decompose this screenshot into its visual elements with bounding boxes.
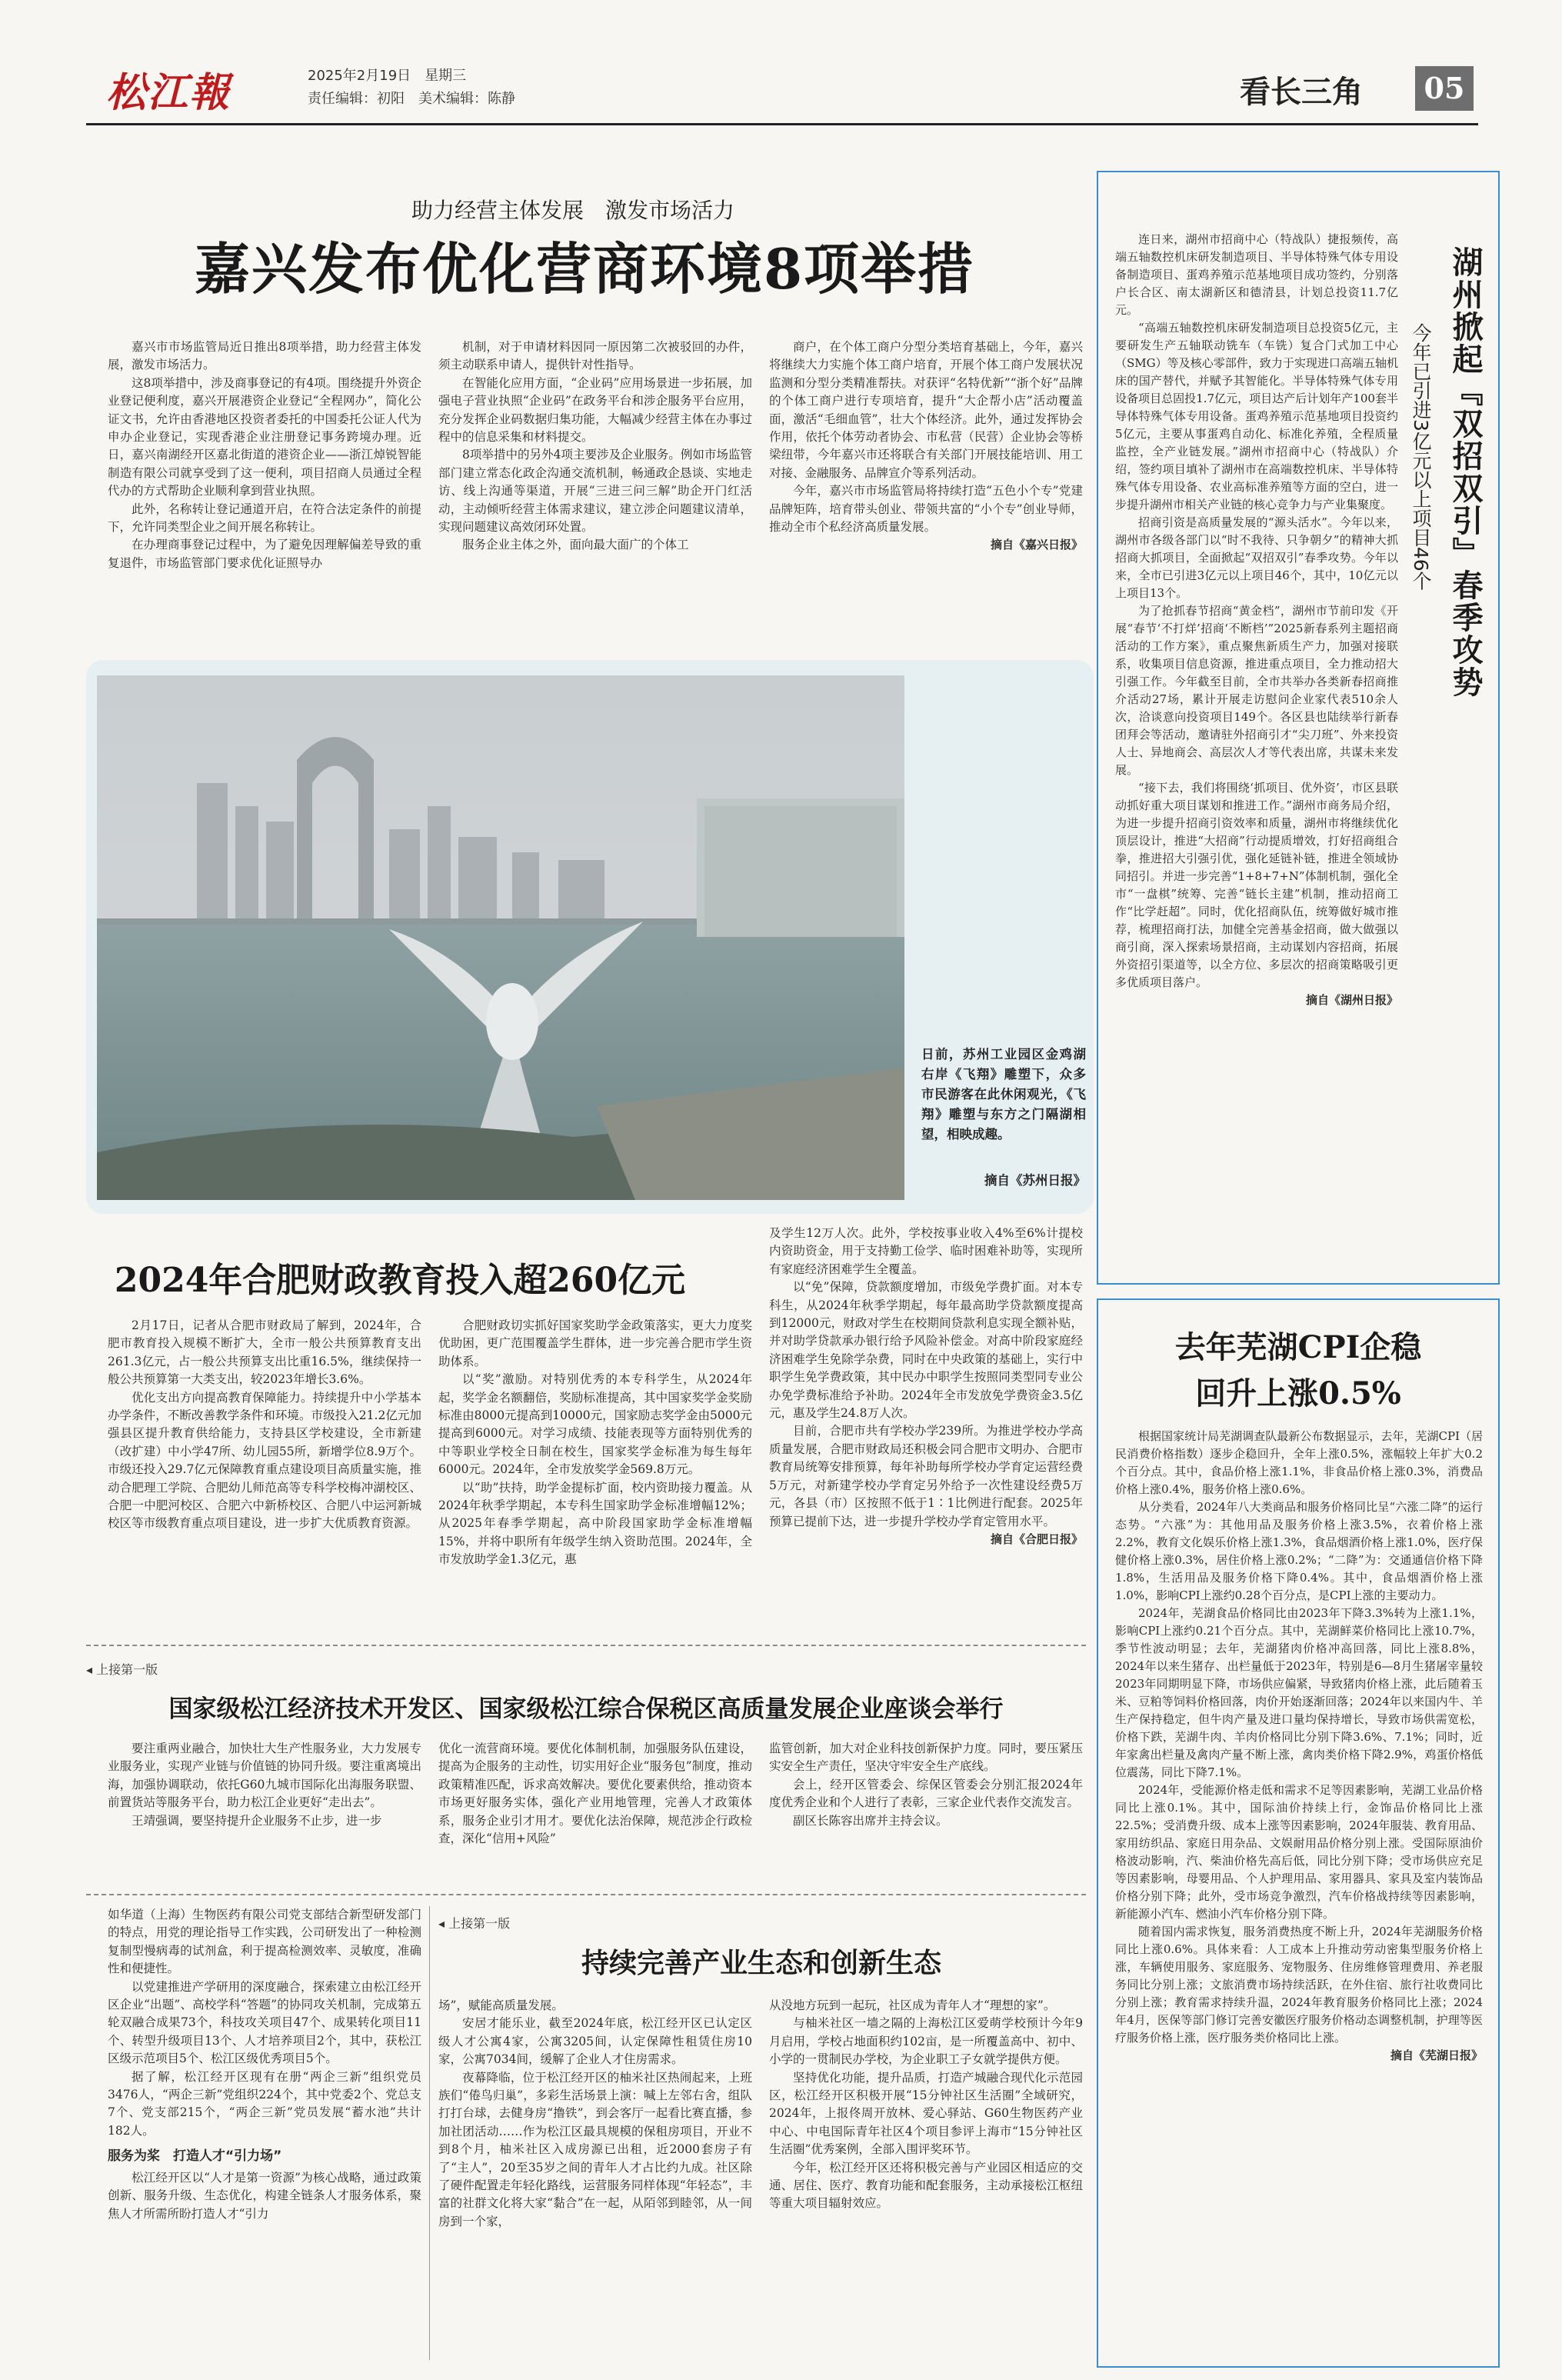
paragraph: 王靖强调，要坚持提升企业服务不止步，进一步 bbox=[132, 1813, 382, 1828]
paragraph: 目前，合肥市共有学校办学239所。为推进学校办学高质量发展，合肥市财政局还积极会同合肥市文明办、合肥市教育局统筹安排预算，每年补助每所学校办学育定运营经费5万元，对新建学校办学育定另外给予一次性建设经费5万元，各县（市）区按照不低于1∶1比例进行配套。2025年预算已提前下达，进一步提升学校办学育定管用水平。 bbox=[769, 1424, 1083, 1528]
continued-tag: ◂ 上接第一版 bbox=[438, 1916, 511, 1931]
songjiang1-col-1 bbox=[108, 1740, 421, 1888]
paragraph: 2月17日，记者从合肥市财政局了解到，2024年，合肥市教育投入规模不断扩大，全市一般公共预算教育支出261.3亿元，占一般公共预算支出比重16.5%，继续保持一般公共预算第一大类支出，较2023年增长3.6%。 bbox=[108, 1318, 421, 1387]
paragraph: 此外，名称转让登记通道开启，在符合法定条件的前提下，允许同类型企业之间开展名称转让。 bbox=[108, 502, 421, 535]
paragraph: 以“助”扶持，助学金提标扩面，校内资助接力覆盖。从2024年秋季学期起，本专科生国家助学金标准增幅12%；从2025年春季学期起，高中阶段国家助学金标准增幅15%，并将中职所有年级学生纳入资助范围。2024年，全市发放助学金1.3亿元，惠 bbox=[438, 1480, 752, 1567]
songjiang-meeting-headline: 国家级松江经济技术开发区、国家级松江综合保税区高质量发展企业座谈会举行 bbox=[168, 1695, 1004, 1723]
source-credit: 摘自《湖州日报》 bbox=[1305, 993, 1398, 1007]
paragraph: 会上，经开区管委会、综保区管委会分别汇报2024年度优秀企业和个人进行了表彰，三家企业代表作交流发言。 bbox=[769, 1777, 1083, 1810]
column-divider bbox=[429, 1906, 430, 2360]
paragraph: 从没地方玩到一起玩，社区成为青年人才“理想的家”。 bbox=[769, 1998, 1056, 2012]
paragraph: 据了解，松江经开区现有在册“两企三新”组织党员3476人，“两企三新”党组织224个，其中党委2个、党总支7个、党支部215个，“两企三新”党员发展“蓄水池”共计182人。 bbox=[108, 2069, 421, 2138]
photo-source: 摘自《苏州日报》 bbox=[984, 1173, 1086, 1188]
arrow-left-icon: ◂ bbox=[438, 1916, 449, 1931]
paragraph: 连日来，湖州市招商中心（特战队）捷报频传，高端五轴数控机床研发制造项目、半导体特殊气体专用设备制造项目、蛋鸡养殖示范基地项目成功签约，分别落户长合区、南太湖新区和德清县，计划总投资11.7亿元。 bbox=[1115, 232, 1398, 317]
paragraph: 这8项举措中，涉及商事登记的有4项。围绕提升外资企业登记便利度，嘉兴开展港资企业登记“全程网办”，简化公证文书，允许由香港地区投资者委托的中国委托公证人代为申办企业登记，实现香港企业注册登记事务跨境办理。近日，嘉兴南湖经开区嘉北街道的港资企业——浙江焯锐智能制造有限公司就享受到了这一便利，项目招商人员通过全程代办的方式帮助企业顺利拿到营业执照。 bbox=[108, 375, 421, 498]
jiaxing-col-1 bbox=[108, 338, 421, 677]
subheading: 服务为桨 打造人才“引力场” bbox=[108, 2148, 282, 2165]
paragraph: 副区长陈容出席并主持会议。 bbox=[793, 1813, 948, 1828]
songjiang1-col-3 bbox=[769, 1740, 1083, 1888]
hefei-col-1 bbox=[108, 1317, 421, 1640]
wuhu-headline-line1: 去年芜湖CPI企稳 bbox=[1174, 1329, 1422, 1365]
paragraph: 随着国内需求恢复，服务消费热度不断上升，2024年芜湖服务价格同比上涨0.6%。具体来看：人工成本上升推动劳动密集型服务价格上涨，车辆使用服务、家庭服务、宠物服务、住房维修管理费用、养老服务同比分别上涨；文旅消费市场持续活跃，在外住宿、旅行社收费同比分别上涨；教育需求持续升温，2024年教育服务价格同比上涨；2024年4月，医保等部门修订完善安徽医疗服务价格动态调整机制，护理等医疗服务价格上涨，医疗服务类价格同比上涨。 bbox=[1115, 1925, 1483, 2045]
paragraph: 从分类看，2024年八大类商品和服务价格同比呈“六涨二降”的运行态势。“六涨”为：其他用品及服务价格上涨3.5%，衣着价格上涨2.2%，教育文化娱乐价格上涨1.3%，食品烟酒价格上涨1.0%，医疗保健价格上涨0.3%，居住价格上涨0.2%；“二降”为：交通通信价格下降1.8%，生活用品及服务价格下降0.4%。其中，食品烟酒价格上涨1.0%，影响CPI上涨约0.28个百分点，是CPI上涨的主要动力。 bbox=[1115, 1500, 1483, 1602]
source-credit: 摘自《嘉兴日报》 bbox=[990, 538, 1083, 552]
paragraph: 根据国家统计局芜湖调查队最新公布数据显示，去年，芜湖CPI（居民消费价格指数）逐步企稳回升，全年上涨0.5%，涨幅较上年扩大0.2个百分点。其中，食品价格上涨1.1%，非食品价格上涨0.3%，消费品价格上涨0.4%，服务价格上涨0.6%。 bbox=[1115, 1429, 1483, 1496]
paragraph: 机制，对于申请材料因同一原因第二次被驳回的办件，须主动联系申请人，提供针对性指导。 bbox=[438, 340, 752, 372]
masthead bbox=[0, 0, 1562, 135]
paragraph: 优化支出方向提高教育保障能力。持续提升中小学基本办学条件，不断改善教学条件和环境。市级投入21.2亿元加强县区提升教育供给能力，支持县区学校建设，全市新建（改扩建）中小学47所、幼儿园55所，新增学位8.9万个。市级还投入29.7亿元保障教育重点建设项目高质量实施，推动合肥理工学院、合肥幼儿师范高等专科学校梅冲湖校区、合肥一中肥河校区、合肥六中新桥校区、合肥八中运河新城校区等市级教育重点项目建设，进一步扩大优质教育资源。 bbox=[108, 1390, 421, 1531]
paragraph: 在智能化应用方面，“企业码”应用场景进一步拓展，加强电子营业执照“企业码”在政务平台和涉企服务平台应用，充分发挥企业码数据归集功能，大幅减少经营主体在办事过程中的信息采集和材料提交。 bbox=[438, 375, 752, 445]
paragraph: 2024年，受能源价格走低和需求不足等因素影响，芜湖工业品价格同比上涨0.1%。其中，国际油价持续上行，金饰品价格同比上涨22.5%；受消费升级、成本上涨等因素影响，2024年服装、教育用品、家用纺织品、家庭日用杂品、文娱耐用品价格分别上涨。受国际原油价格波动影响，汽、柴油价格先高后低，同比分别下降；受市场供应充足等因素影响，母婴用品、个人护理用品、家用器具、家具及室内装饰品价格分别下降；此外，受市场竞争激烈，汽车价格战持续等因素影响，新能源小汽车、燃油小汽车价格分别下降。 bbox=[1115, 1783, 1483, 1921]
paragraph: 松江经开区以“人才是第一资源”为核心战略，通过政策创新、服务升级、生态优化，构建全链条人才服务体系，聚焦人才所需所盼打造人才“引力 bbox=[108, 2170, 421, 2221]
paragraph: 8项举措中的另外4项主要涉及企业服务。例如市场监管部门建立常态化政企沟通交流机制，畅通政企恳谈、实地走访、线上沟通等渠道，开展“三进三问三解”助企开门红活动，主动倾听经营主体需求建议，建立涉企问题建议清单，实现问题建议高效闭环处置。 bbox=[438, 448, 752, 535]
lake-sculpture-image bbox=[97, 675, 904, 1200]
paragraph: 2024年，芜湖食品价格同比由2023年下降3.3%转为上涨1.1%，影响CPI上涨约0.21个百分点。其中，芜湖鲜菜价格同比上涨10.7%，季节性波动明显；去年，芜湖猪肉价格冲高回落，同比上涨8.8%，2024年以来生猪存、出栏量低于2023年，特别是6—8月生猪屠宰量较2023年同期明显下降，市场供应偏紧，导致猪肉价格上涨，此后随着玉米、豆粕等饲料价格回落，肉价开始逐渐回落；2024年以来国内牛、羊生产保持稳定，但牛肉产量及进口量均保持增长，导致市场供需宽松，价格下跌，芜湖牛肉、羊肉价格同比分别下降3.6%、7.1%；同时，近年家禽出栏量及禽肉产量不断上涨，禽肉类价格下降2.9%，鸡蛋价格低位震荡，同比下降7.1%。 bbox=[1115, 1606, 1483, 1779]
paragraph: 夜幕降临，位于松江经开区的柚米社区热闹起来，上班族们“倦鸟归巢”，多彩生活场景上演：喊上左邻右舍，组队打打台球，去健身房“撸铁”，到会客厅一起看比赛直播，参加社团活动……作为松江区最具规模的保租房项目，开业不到8个月，柚米社区入成房源已出租，近2000套房子有了“主人”，20至35岁之间的青年人才占比约九成。社区除了硬件配置走年轻化路线，运营服务同样体现“年轻态”，丰富的社群文化将大家“黏合”在一起，从陌邻到睦邻，从一间房到一个家， bbox=[438, 2070, 752, 2228]
paragraph: 合肥财政切实抓好国家奖助学金政策落实，更大力度奖优助困，更广范围覆盖学生群体，进一步完善合肥市学生资助体系。 bbox=[438, 1318, 752, 1368]
section-divider bbox=[86, 1894, 1086, 1895]
source-credit: 摘自《合肥日报》 bbox=[990, 1532, 1083, 1546]
paragraph: 今年，嘉兴市市场监管局将持续打造“五色小个专”党建品牌矩阵，培育带头创业、带领共富的“小个专”创业导师，推动全市个私经济高质量发展。 bbox=[769, 484, 1083, 535]
paragraph: 在办理商事登记过程中，为了避免因理解偏差导致的重复退件，市场监管部门要求优化证照导办 bbox=[108, 538, 421, 570]
songjiang2-left-col bbox=[108, 1906, 421, 2368]
paragraph: 及学生12万人次。此外，学校按事业收入4%至6%计提校内资助资金，用于支持勤工俭学、临时困难补助等，实现所有家庭经济困难学生全覆盖。 bbox=[769, 1226, 1083, 1276]
paragraph: 以党建推进产学研用的深度融合，探索建立由松江经开区企业“出题”、高校学科“答题”的协同攻关机制，完成第五轮双融合成果73个，科技攻关项目47个、成果转化项目11个、转型升级项目13个、人才培养项目2个，其中，获松江区级示范项目5个、松江区级优秀项目5个。 bbox=[108, 1979, 421, 2066]
editors-credit: 责任编辑：初阳 美术编辑：陈静 bbox=[308, 91, 515, 107]
paragraph: 今年，松江经开区还将积极完善与产业园区相适应的交通、居住、医疗、教育功能和配套服务，主动承接松江枢纽等重大项目辐射效应。 bbox=[769, 2160, 1083, 2211]
newspaper-logo: 松江報 bbox=[106, 69, 231, 116]
songjiang2-col-2 bbox=[769, 1997, 1083, 2366]
paragraph: 监管创新，加大对企业科技创新保护力度。同时，要压紧压实安全生产责任，坚决守牢安全生产底线。 bbox=[769, 1742, 1083, 1774]
paragraph: “高端五轴数控机床研发制造项目总投资5亿元，主要研发生产五轴联动铣车（车铣）复合门式加工中心（SMG）等及核心零部件，致力于实现进口高端五轴机床的国产替代，并赋予其智能化。半导体特殊气体专用设备项目总固投1.7亿元，项目达产后计划年产100套半导体特殊气体专用设备。蛋鸡养殖示范基地项目投资约5亿元，主要从事蛋鸡自动化、标准化养殖，全程质量监控，全产业链发展。”湖州市招商中心（特战队）介绍，签约项目填补了湖州市在高端数控机床、半导体特殊气体专用设备、农业高标准养殖等方面的空白，进一步提升湖州市相关产业链的核心竞争力与产业集聚度。 bbox=[1115, 321, 1398, 512]
page-number: 05 bbox=[1415, 66, 1474, 111]
paragraph: 如华道（上海）生物医药有限公司党支部结合新型研发部门的特点，用党的理论指导工作实践，公司研发出了一种检测复制型慢病毒的试剂盒，利于提高检测效率、灵敏度，准确性和便捷性。 bbox=[108, 1908, 421, 1976]
paragraph: 与柚米社区一墙之隔的上海松江区爱萌学校预计今年9月启用，学校占地面积约102亩，是一所覆盖高中、初中、小学的一贯制民办学校，为企业职工子女就学提供方便。 bbox=[769, 2016, 1083, 2067]
paragraph: 场”，赋能高质量发展。 bbox=[438, 1998, 564, 2012]
wuhu-body bbox=[1115, 1428, 1483, 2358]
paragraph: 招商引资是高质量发展的“源头活水”。今年以来，湖州市各级各部门以“时不我待、只争朝夕”的精神大抓招商大抓项目，全面掀起“双招双引”春季攻势。今年以来，全市已引进3亿元以上项目46个，其中，10亿元以上项目13个。 bbox=[1115, 515, 1398, 600]
paragraph: 要注重两业融合，加快壮大生产性服务业，大力发展专业服务业，实现产业链与价值链的协同升级。要注重离境出海，加强协调联动，依托G60九城市国际化出海服务联盟、前置货站等服务平台，助力松江企业更好“走出去”。 bbox=[108, 1742, 421, 1810]
paragraph: 商户，在个体工商户分型分类培育基础上，今年，嘉兴将继续大力实施个体工商户培育，开展个体工商户发展状况监测和分型分类精准帮扶。对获评“名特优新”“浙个好”品牌的个体工商户进行专项培育，提升“大企帮小店”活动覆盖面，激活“毛细血管”，壮大个体经济。此外，通过发挥协会作用，依托个体劳动者协会、市私营（民营）企业协会等桥梁纽带，今年嘉兴市还将联合有关部门开展技能培训、用工对接、金融服务、品牌宣介等系列活动。 bbox=[769, 340, 1083, 480]
paragraph: 以“免”保障，贷款额度增加，市级免学费扩面。对本专科生，从2024年秋季学期起，每年最高助学贷款额度提高到12000元，财政对学生在校期间贷款利息实现全额补贴，并对助学贷款承办银行给予风险补偿金。对高中阶段家庭经济困难学生免除学杂费，同时在中央政策的基础上，实行中职学生免学费政策，其中民办中职学生按照同类型同专业公办免学费标准给予补助。2024年全市发放免学费资金3.5亿元，惠及学生24.8万人次。 bbox=[769, 1280, 1083, 1421]
jiaxing-col-2 bbox=[438, 338, 752, 677]
wuhu-headline-line2: 回升上涨0.5% bbox=[1195, 1375, 1401, 1412]
arrow-left-icon: ◂ bbox=[86, 1662, 97, 1677]
paragraph: 嘉兴市市场监管局近日推出8项举措，助力经营主体发展，激发市场活力。 bbox=[108, 340, 421, 372]
paragraph: 优化一流营商环境。要优化体制机制，加强服务队伍建设，提高为企服务的主动性，切实用好企业“服务包”制度，推动政策精准匹配，诉求高效解决。要优化要素供给，推动资本市场更好服务实体，强化产业用地管理，完善人才政策体系，服务企业引才用才。要优化法治保障，规范涉企行政检查，深化“信用+风险” bbox=[438, 1742, 752, 1846]
jiaxing-kicker: 助力经营主体发展 激发市场活力 bbox=[411, 198, 734, 223]
issue-date: 2025年2月19日 星期三 bbox=[308, 68, 467, 84]
songjiang1-col-2 bbox=[438, 1740, 752, 1888]
masthead-rule bbox=[86, 123, 1478, 125]
section-divider bbox=[86, 1645, 1086, 1646]
songjiang-ecology-headline: 持续完善产业生态和创新生态 bbox=[581, 1948, 941, 1979]
jiaxing-col-3 bbox=[769, 338, 1083, 677]
huzhou-headline: 湖州掀起『双招双引』春季攻势 bbox=[1447, 246, 1484, 698]
paragraph: 以“奖”激励。对特别优秀的本专科学生，从2024年起，奖学金名额翻倍，奖励标准提高，其中国家奖学金奖励标准由8000元提高到10000元，国家励志奖学金由5000元提高到6000元。对学习成绩、技能表现等方面特别优秀的中等职业学校全日制在校生，国家奖学金标准为每生每年6000元。2024年，全市发放奖学金569.8万元。 bbox=[438, 1372, 752, 1477]
section-name: 看长三角 bbox=[1240, 74, 1363, 110]
paragraph: 安居才能乐业，截至2024年底，松江经开区已认定区级人才公寓4家，公寓3205间，认定保障性租赁住房10家，公寓7034间，缓解了企业人才住房需求。 bbox=[438, 2016, 752, 2067]
paragraph: 坚持优化功能，提升品质，打造产城融合现代化示范园区，松江经开区积极开展“15分钟社区生活圈”全域研究，2024年，上报佟周开放林、爱心驿站、G60生物医药产业中心、中电国际青年社区4个项目参评上海市“15分钟社区生活圈”优秀案例，全部入围评奖环节。 bbox=[769, 2070, 1083, 2157]
paragraph: 为了抢抓春节招商“黄金档”，湖州市节前印发《开展“春节‘不打烊’招商‘不断档’”2025新春系列主题招商活动的工作方案》，重点聚焦新质生产力，加强对接联系，收集项目信息资源，推进重点项目，全力推动招大引强工作。今年截至目前，全市共举办各类新春招商推介活动27场，累计开展走访慰问企业家代表510余人次，洽谈意向投资项目149个。各区县也陆续举行新春团拜会等活动，邀请驻外招商引才“尖刀班”、外来投资人士、异地商会、高层次人才等代表出席，共谋未来发展。 bbox=[1115, 604, 1398, 777]
paragraph: 服务企业主体之外，面向最大面广的个体工 bbox=[462, 538, 689, 552]
hefei-col-3 bbox=[769, 1225, 1083, 1640]
continued-tag: ◂ 上接第一版 bbox=[86, 1662, 158, 1677]
hefei-col-2 bbox=[438, 1317, 752, 1640]
huzhou-body bbox=[1115, 231, 1398, 1268]
songjiang2-col-1 bbox=[438, 1997, 752, 2366]
jiaxing-headline: 嘉兴发布优化营商环境8项举措 bbox=[194, 236, 975, 302]
source-credit: 摘自《芜湖日报》 bbox=[1390, 2048, 1483, 2062]
hefei-headline: 2024年合肥财政教育投入超260亿元 bbox=[114, 1261, 686, 1300]
suzhou-photo bbox=[97, 675, 904, 1200]
paragraph: “接下去，我们将围绕‘抓项目、优外资’，市区县联动抓好重大项目谋划和推进工作。”湖州市商务局介绍，为进一步提升招商引资效率和质量，湖州市将继续优化顶层设计，推进“大招商”行动提质增效，打好招商组合拳，推进招大引强引优，强化延链补链，推进全领域协同招引。并进一步完善“1+8+7+N”体制机制，强化全市“一盘棋”统筹、完善“链长主建”机制，推动招商工作“比学赶超”。同时，优化招商队伍，统筹做好城市推荐，梳理招商打法，加健全完善基金招商，做大做强以商引商，深入探索场景招商，主动谋划内容招商，拓展外资招引渠道等，以全方位、多层次的招商策略吸引更多优质项目落户。 bbox=[1115, 781, 1398, 989]
huzhou-subtitle: 今年已引进3亿元以上项目46个 bbox=[1410, 323, 1432, 591]
photo-caption: 日前，苏州工业园区金鸡湖右岸《飞翔》雕塑下，众多市民游客在此休闲观光，《飞翔》雕塑与东方之门隔湖相望，相映成趣。 bbox=[921, 1047, 1086, 1142]
